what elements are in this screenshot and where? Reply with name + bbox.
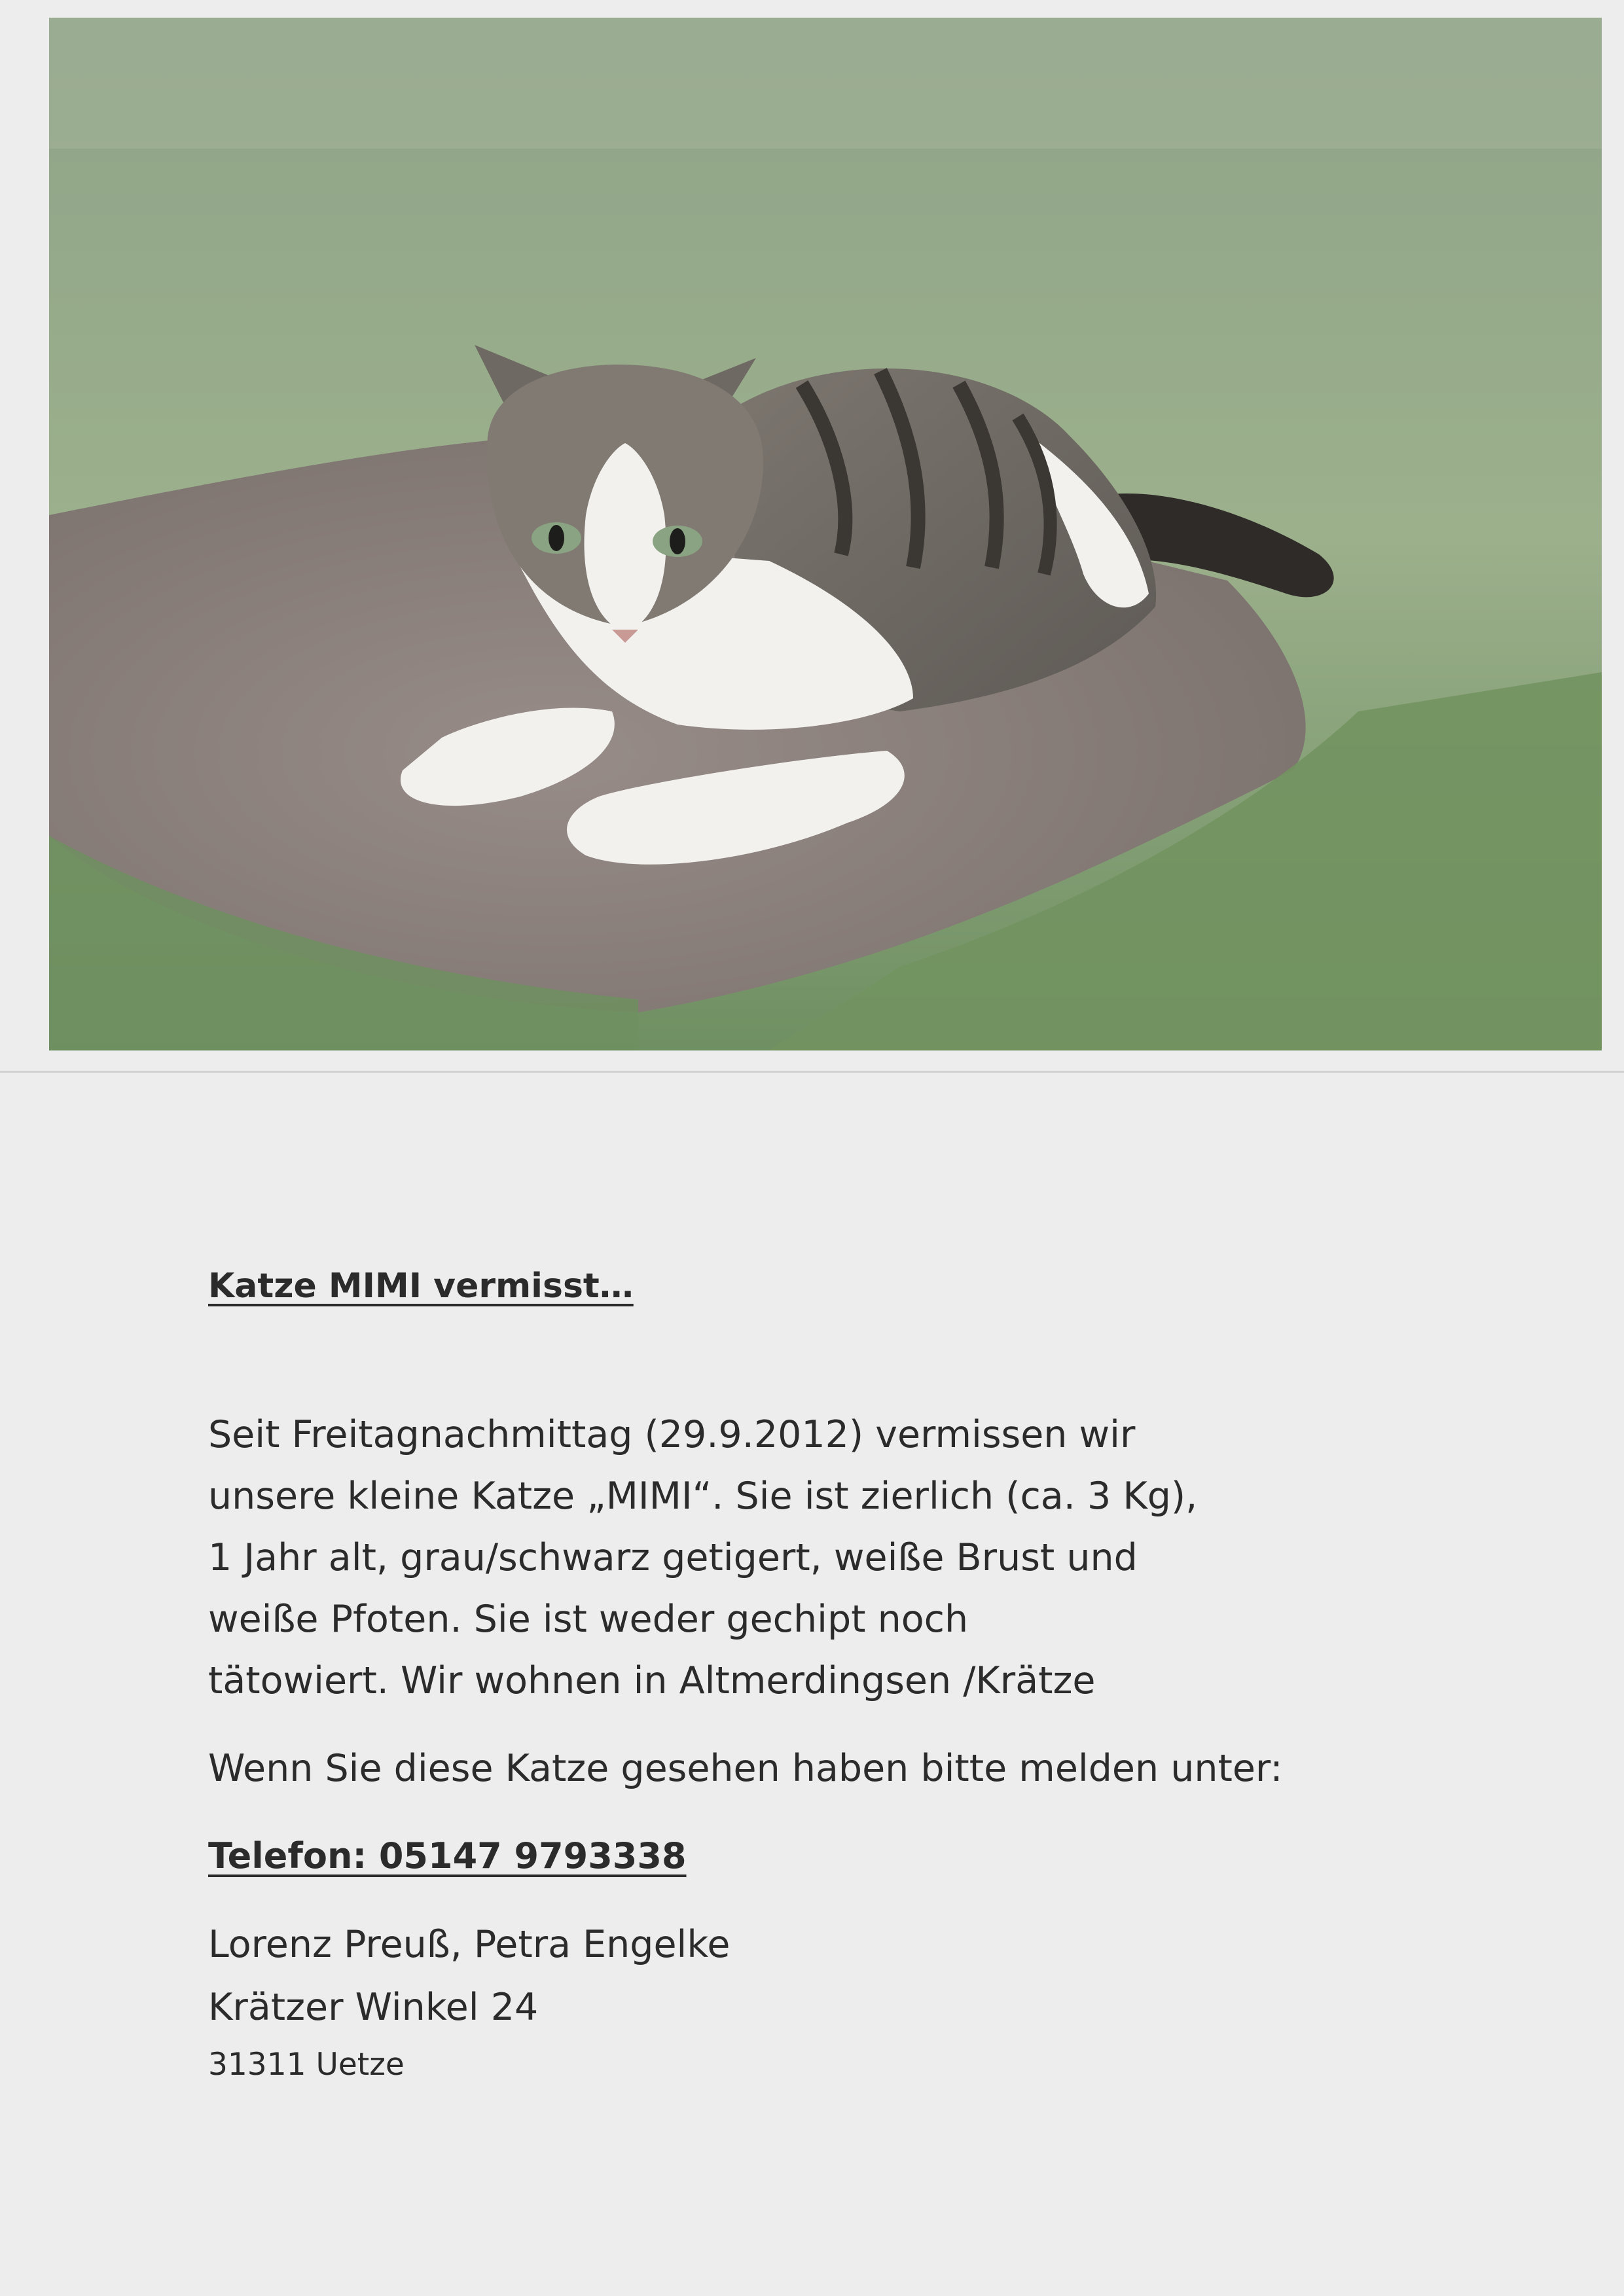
cat-pupil-left	[549, 525, 564, 551]
description-line: Seit Freitagnachmittag (29.9.2012) vermissen wir	[208, 1413, 1136, 1456]
contact-address	[208, 1913, 1517, 2091]
cat-pupil-right	[670, 528, 685, 554]
grass-far-area	[49, 18, 1602, 149]
contact-request: Wenn Sie diese Katze gesehen haben bitte melden unter:	[208, 1747, 1283, 1790]
contact-street: Krätzer Winkel 24	[208, 1986, 539, 2029]
description-line: tätowiert. Wir wohnen in Altmerdingsen /Krätze	[208, 1659, 1096, 1702]
phone-number: Telefon: 05147 9793338	[208, 1835, 687, 1876]
cat-photo	[49, 18, 1602, 1050]
description-line: unsere kleine Katze „MIMI“. Sie ist zierlich (ca. 3 Kg),	[208, 1475, 1198, 1518]
flyer-text	[208, 1260, 1517, 2091]
flyer-heading: Katze MIMI vermisst…	[208, 1266, 634, 1306]
description-line: 1 Jahr alt, grau/schwarz getigert, weiße Brust und	[208, 1536, 1138, 1579]
description-paragraph	[208, 1404, 1517, 1712]
contact-names: Lorenz Preuß, Petra Engelke	[208, 1923, 731, 1966]
contact-city: 31311 Uetze	[208, 2047, 405, 2083]
cat-photo-illustration	[49, 18, 1602, 1050]
paper-cut-line	[0, 1071, 1624, 1073]
description-line: weiße Pfoten. Sie ist weder gechipt noch	[208, 1598, 969, 1641]
